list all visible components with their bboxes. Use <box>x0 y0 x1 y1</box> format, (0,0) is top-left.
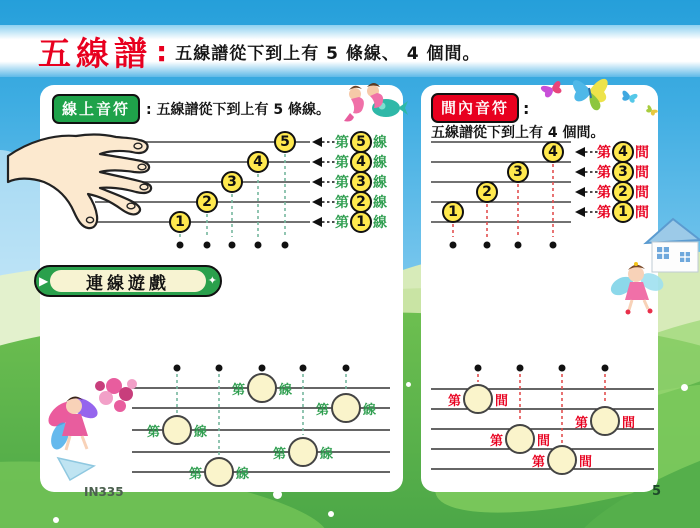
page-number: 5 <box>652 484 662 499</box>
guide-dashes <box>453 164 553 237</box>
game-blank-space: 第 間 <box>477 424 563 454</box>
snow-dot <box>53 517 59 523</box>
note-circle-space-4: 4 <box>542 141 564 163</box>
left-arrows <box>575 147 599 217</box>
space-2-label: 第 2 間 <box>597 181 649 203</box>
game-blank-line: 第 線 <box>260 437 346 467</box>
space-4-label: 第 4 間 <box>597 141 649 163</box>
game-blank-space: 第 間 <box>519 445 605 475</box>
note-circle-space-2: 2 <box>476 181 498 203</box>
notes-on-lines-badge: 線上音符 <box>52 94 140 124</box>
dots-row <box>177 242 289 249</box>
note-circle-line-4: 4 <box>247 151 269 173</box>
mermaids-illustration <box>342 82 406 126</box>
game-blank-space: 第 間 <box>435 384 521 414</box>
snow-dot <box>681 384 688 391</box>
game-dots <box>475 365 609 372</box>
snow-dot <box>406 382 411 387</box>
note-circle-line-2: 2 <box>196 191 218 213</box>
flower-cluster <box>95 378 137 412</box>
note-circle-space-1: 1 <box>442 201 464 223</box>
left-panel-description: : 五線譜從下到上有 5 條線。 <box>146 102 330 118</box>
answer-circle <box>204 457 234 487</box>
answer-circle <box>162 415 192 445</box>
guide-dashes <box>180 154 285 237</box>
snow-dot <box>273 490 282 499</box>
answer-circle <box>331 393 361 423</box>
game-blank-line: 第 線 <box>303 393 389 423</box>
hand-illustration <box>8 128 160 254</box>
connect-game-label: 連線遊戲 <box>50 270 206 292</box>
note-circle-line-1: 1 <box>169 211 191 233</box>
dots-row <box>450 242 557 249</box>
notes-in-spaces-badge: 間內音符 <box>431 93 519 123</box>
line-4-label: 第 4 線 <box>335 151 387 173</box>
connect-game-banner <box>34 265 222 297</box>
answer-circle <box>288 437 318 467</box>
note-circle-space-3: 3 <box>507 161 529 183</box>
game-blank-line: 第 線 <box>219 373 305 403</box>
right-badge-colon: : <box>523 98 530 118</box>
line-5-label: 第 5 線 <box>335 131 387 153</box>
note-circle-line-3: 3 <box>221 171 243 193</box>
chevron-right-icon: ▶ <box>39 274 49 288</box>
page-title: 五線譜 <box>38 33 152 73</box>
answer-circle <box>247 373 277 403</box>
answer-circle <box>547 445 577 475</box>
answer-circle <box>463 384 493 414</box>
snow-dot <box>328 511 334 517</box>
fairy-right-illustration <box>608 258 670 322</box>
game-blank-line: 第 線 <box>134 415 220 445</box>
space-1-label: 第 1 間 <box>597 201 649 223</box>
space-3-label: 第 3 間 <box>597 161 649 183</box>
line-3-label: 第 3 線 <box>335 171 387 193</box>
page-subtitle: 五線譜從下到上有 5 條線、 4 個間。 <box>175 43 481 64</box>
right-panel-description: 五線譜從下到上有 4 個間。 <box>431 125 605 141</box>
game-dots <box>174 365 350 372</box>
game-blank-space: 第 間 <box>562 406 648 436</box>
line-1-label: 第 1 線 <box>335 211 387 233</box>
note-circle-line-5: 5 <box>274 131 296 153</box>
game-blank-line: 第 線 <box>176 457 262 487</box>
product-code: IN335 <box>84 485 124 499</box>
page-title-colon: : <box>156 34 168 68</box>
butterflies-illustration <box>528 66 668 124</box>
line-2-label: 第 2 線 <box>335 191 387 213</box>
fairy-left-illustration <box>40 362 144 488</box>
star-icon: ✦ <box>207 274 217 287</box>
answer-circle <box>590 406 620 436</box>
snow-dot <box>626 364 632 370</box>
snow-dot <box>600 478 605 483</box>
